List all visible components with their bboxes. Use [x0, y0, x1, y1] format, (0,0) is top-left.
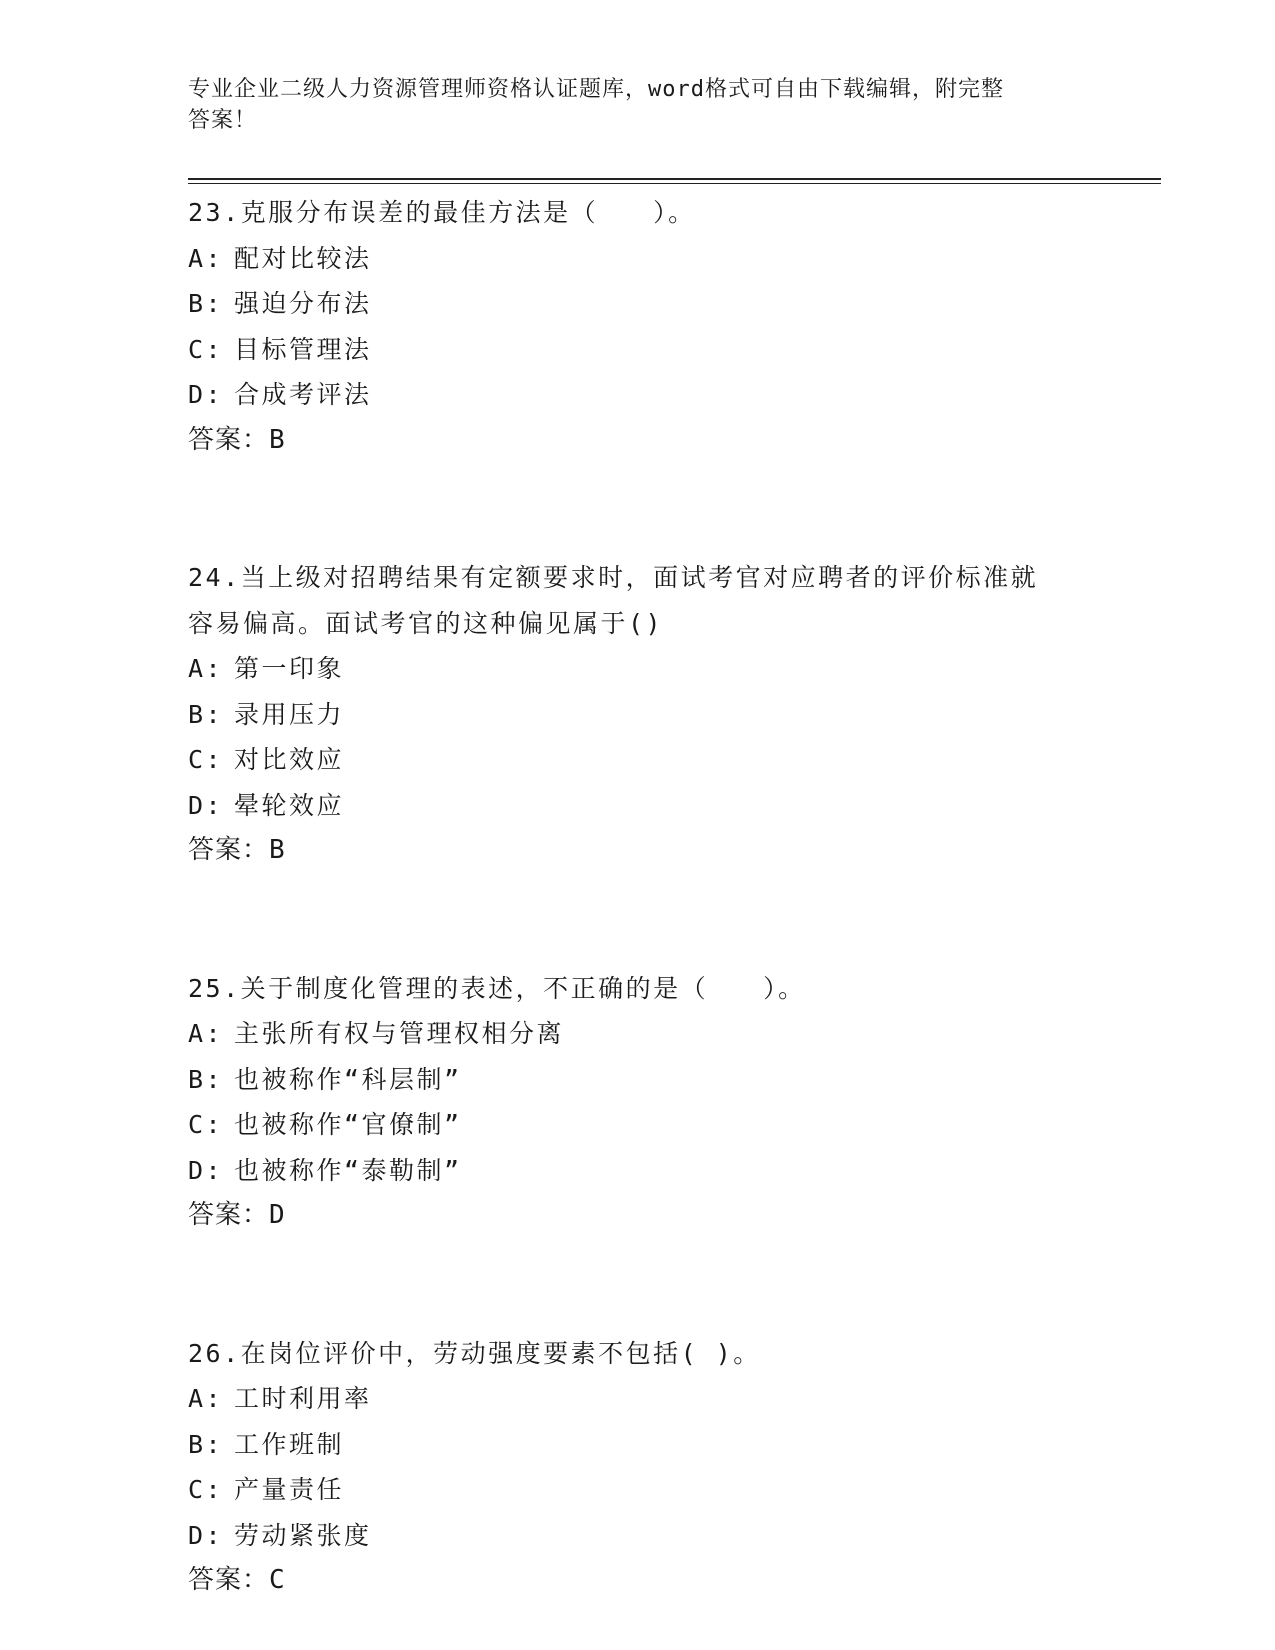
question-spacer [188, 463, 1088, 555]
option-letter: A: [188, 1384, 224, 1413]
answer-line [188, 1193, 1088, 1239]
option-a [188, 236, 1088, 282]
option-text: 强迫分布法 [234, 289, 372, 318]
option-text: 工时利用率 [234, 1384, 372, 1413]
option-d [188, 1148, 1088, 1194]
question-spacer [188, 874, 1088, 966]
option-c [188, 1102, 1088, 1148]
option-text: 主张所有权与管理权相分离 [234, 1019, 565, 1048]
option-text: 目标管理法 [234, 334, 372, 364]
option-text: 合成考评法 [234, 380, 372, 409]
header-line-1: 专业企业二级人力资源管理师资格认证题库，word格式可自由下载编辑，附完整 [188, 77, 1004, 102]
answer-line [188, 828, 1088, 874]
option-text: 第一印象 [234, 654, 345, 683]
option-text: 也被称作“科层制” [234, 1064, 462, 1094]
option-letter: D: [188, 380, 224, 409]
option-letter: D: [188, 1520, 224, 1550]
option-d [188, 1513, 1088, 1559]
answer-line [188, 418, 1088, 464]
option-letter: A: [188, 1019, 224, 1048]
option-letter: A: [188, 243, 224, 273]
option-text: 也被称作“官僚制” [234, 1110, 462, 1139]
question-stem: 25.关于制度化管理的表述，不正确的是（ ）。 [188, 973, 806, 1003]
answer-label: 答案： [188, 424, 270, 455]
option-d [188, 372, 1088, 418]
option-b [188, 692, 1088, 738]
option-text: 劳动紧张度 [234, 1520, 372, 1550]
option-letter: C: [188, 745, 224, 774]
question-24 [188, 555, 1088, 874]
question-25 [188, 966, 1088, 1239]
option-b [188, 1057, 1088, 1103]
option-a [188, 1376, 1088, 1422]
option-text: 晕轮效应 [234, 790, 345, 820]
question-stem-line-2: 容易偏高。面试考官的这种偏见属于() [188, 608, 664, 638]
option-letter: B: [188, 1429, 224, 1459]
option-letter: B: [188, 699, 224, 729]
option-a [188, 646, 1088, 692]
option-letter: D: [188, 790, 224, 820]
answer-value: B [269, 424, 286, 455]
answer-value: C [269, 1565, 286, 1595]
question-26 [188, 1331, 1088, 1604]
option-c [188, 737, 1088, 783]
option-letter: C: [188, 1475, 224, 1504]
option-text: 也被称作“泰勒制” [234, 1155, 462, 1185]
option-a [188, 1011, 1088, 1057]
question-stem: 26.在岗位评价中，劳动强度要素不包括( )。 [188, 1338, 761, 1368]
answer-line [188, 1558, 1088, 1604]
option-d [188, 783, 1088, 829]
option-b [188, 1422, 1088, 1468]
answer-label: 答案： [188, 1200, 270, 1230]
question-stem-line-1: 24.当上级对招聘结果有定额要求时，面试考官对应聘者的评价标准就 [188, 563, 1039, 592]
answer-label: 答案： [188, 1565, 270, 1595]
option-text: 对比效应 [234, 745, 345, 774]
header-line-2: 答案！ [188, 108, 258, 133]
option-letter: B: [188, 289, 224, 318]
option-c [188, 1467, 1088, 1513]
document-header [188, 74, 1088, 136]
answer-value: B [269, 835, 286, 865]
option-letter: A: [188, 654, 224, 683]
header-divider-thick [188, 178, 1161, 180]
option-letter: C: [188, 334, 224, 364]
option-b [188, 281, 1088, 327]
question-list [188, 190, 1088, 1604]
option-text: 工作班制 [234, 1429, 345, 1459]
question-spacer [188, 1239, 1088, 1331]
option-letter: B: [188, 1064, 224, 1094]
answer-label: 答案： [188, 835, 270, 865]
option-text: 配对比较法 [234, 243, 372, 273]
option-letter: C: [188, 1110, 224, 1139]
answer-value: D [269, 1200, 286, 1230]
option-text: 录用压力 [234, 699, 345, 729]
option-c [188, 327, 1088, 373]
header-divider-thin [188, 183, 1161, 184]
option-text: 产量责任 [234, 1475, 345, 1504]
option-letter: D: [188, 1155, 224, 1185]
question-stem: 23.克服分布误差的最佳方法是（ ）。 [188, 198, 696, 227]
question-23 [188, 190, 1088, 463]
